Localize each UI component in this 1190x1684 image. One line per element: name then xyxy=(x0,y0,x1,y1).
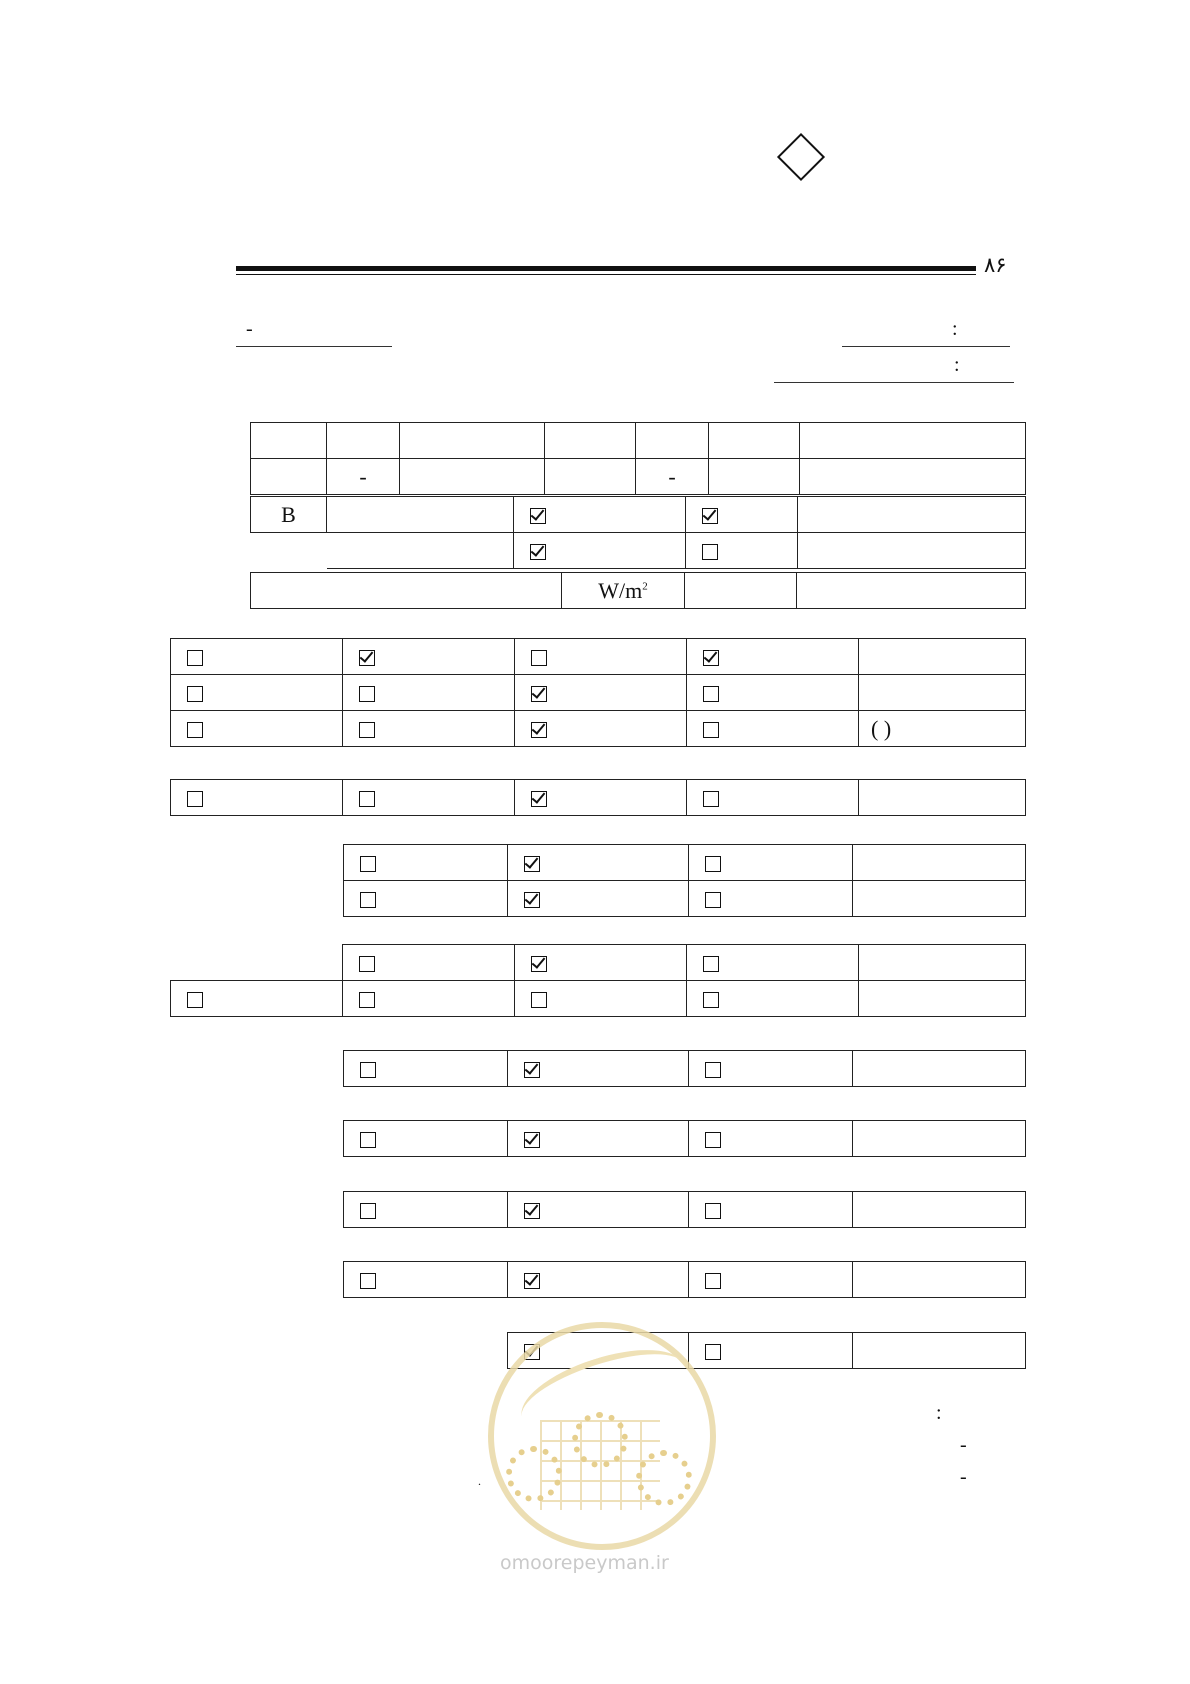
checkbox-cell xyxy=(515,780,687,816)
checkbox-checked[interactable] xyxy=(524,1273,540,1289)
checkbox-unchecked[interactable] xyxy=(531,650,547,666)
class-b-label: B xyxy=(251,497,327,533)
checkbox-checked[interactable] xyxy=(359,650,375,666)
label-cell xyxy=(859,675,1026,711)
notes-dash-2: - xyxy=(960,1466,967,1488)
left-underline xyxy=(236,346,392,347)
checkbox-cell xyxy=(171,639,343,675)
checkbox-cell xyxy=(344,1262,508,1298)
checkbox-checked[interactable] xyxy=(703,650,719,666)
checkbox-checked[interactable] xyxy=(524,1132,540,1148)
checkbox-row xyxy=(171,780,1026,816)
checkbox-table-e xyxy=(343,1050,1026,1087)
checkbox-cell xyxy=(515,639,687,675)
colon-label-2: : xyxy=(954,354,960,376)
checkbox-unchecked[interactable] xyxy=(705,1062,721,1078)
checkbox-checked[interactable] xyxy=(530,544,546,560)
label-cell xyxy=(853,1333,1026,1369)
spec-table xyxy=(250,496,1026,569)
watermark-url: omoorepeyman.ir xyxy=(500,1552,669,1574)
checkbox-row xyxy=(344,881,1026,917)
label-cell xyxy=(853,1192,1026,1228)
gear-icon xyxy=(506,1446,562,1502)
checkbox-cell xyxy=(689,1121,853,1157)
label-cell xyxy=(859,945,1026,981)
energy-table xyxy=(250,572,1026,609)
checkbox-unchecked[interactable] xyxy=(360,892,376,908)
checkbox-checked[interactable] xyxy=(702,508,718,524)
checkbox-unchecked[interactable] xyxy=(705,1203,721,1219)
checkbox-unchecked[interactable] xyxy=(359,791,375,807)
label-cell xyxy=(853,881,1026,917)
checkbox-row xyxy=(344,1051,1026,1087)
checkbox-table-f xyxy=(343,1120,1026,1157)
checkbox-row xyxy=(171,639,1026,675)
checkbox-cell xyxy=(344,1121,508,1157)
checkbox-cell xyxy=(689,1333,853,1369)
checkbox-cell xyxy=(508,1051,689,1087)
checkbox-cell xyxy=(508,845,689,881)
checkbox-unchecked[interactable] xyxy=(705,892,721,908)
header-rule xyxy=(236,266,976,271)
checkbox-cell xyxy=(343,780,515,816)
label-cell xyxy=(859,780,1026,816)
checkbox-unchecked[interactable] xyxy=(360,1203,376,1219)
checkbox-unchecked[interactable] xyxy=(531,992,547,1008)
checkbox-row xyxy=(171,711,1026,747)
colon-label-1: : xyxy=(952,318,958,340)
notes-colon: : xyxy=(936,1402,942,1424)
checkbox-cell xyxy=(687,981,859,1017)
checkbox-cell xyxy=(515,711,687,747)
checkbox-checked[interactable] xyxy=(531,722,547,738)
checkbox-cell xyxy=(687,945,859,981)
notes-dot: . xyxy=(478,1474,481,1488)
checkbox-unchecked[interactable] xyxy=(360,1132,376,1148)
checkbox-cell xyxy=(343,711,515,747)
unit-superscript: 2 xyxy=(642,580,648,593)
label-cell xyxy=(853,845,1026,881)
checkbox-cell xyxy=(689,1262,853,1298)
checkbox-cell xyxy=(343,675,515,711)
checkbox-unchecked[interactable] xyxy=(359,686,375,702)
checkbox-unchecked[interactable] xyxy=(703,722,719,738)
checkbox-cell xyxy=(508,1121,689,1157)
checkbox-checked[interactable] xyxy=(524,856,540,872)
empty-cell xyxy=(171,945,343,981)
checkbox-unchecked[interactable] xyxy=(360,1062,376,1078)
gear-icon xyxy=(636,1450,692,1506)
info-table xyxy=(250,422,1026,495)
checkbox-cell xyxy=(343,981,515,1017)
checkbox-cell xyxy=(689,881,853,917)
checkbox-cell xyxy=(689,1192,853,1228)
checkbox-table-g xyxy=(343,1191,1026,1228)
label-cell xyxy=(853,1051,1026,1087)
checkbox-cell xyxy=(171,675,343,711)
checkbox-cell xyxy=(689,1051,853,1087)
field-underline-1 xyxy=(842,346,1010,347)
checkbox-cell xyxy=(344,881,508,917)
header-rule-thin xyxy=(236,274,976,275)
dash-cell: - xyxy=(327,459,400,495)
field-underline-2 xyxy=(774,382,1014,383)
checkbox-unchecked[interactable] xyxy=(187,791,203,807)
diamond-icon xyxy=(777,133,825,181)
checkbox-cell xyxy=(515,675,687,711)
checkbox-checked[interactable] xyxy=(530,508,546,524)
checkbox-cell xyxy=(171,711,343,747)
checkbox-unchecked[interactable] xyxy=(187,650,203,666)
checkbox-checked[interactable] xyxy=(524,892,540,908)
label-cell xyxy=(859,981,1026,1017)
checkbox-unchecked[interactable] xyxy=(703,791,719,807)
unit-text: W/m xyxy=(598,577,643,603)
checkbox-checked[interactable] xyxy=(531,791,547,807)
label-cell xyxy=(853,1262,1026,1298)
checkbox-checked[interactable] xyxy=(524,1203,540,1219)
checkbox-cell xyxy=(343,945,515,981)
checkbox-row xyxy=(171,981,1026,1017)
checkbox-cell xyxy=(515,945,687,981)
page-number: ۸۶ xyxy=(984,253,1007,277)
checkbox-table-d xyxy=(170,944,1026,1017)
checkbox-cell xyxy=(687,711,859,747)
checkbox-row xyxy=(344,845,1026,881)
checkbox-unchecked[interactable] xyxy=(359,956,375,972)
checkbox-row xyxy=(171,945,1026,981)
checkbox-unchecked[interactable] xyxy=(702,544,718,560)
checkbox-cell xyxy=(344,845,508,881)
checkbox-row xyxy=(344,1192,1026,1228)
checkbox-unchecked[interactable] xyxy=(359,992,375,1008)
checkbox-cell xyxy=(689,845,853,881)
checkbox-checked[interactable] xyxy=(524,1062,540,1078)
checkbox-table-h xyxy=(343,1261,1026,1298)
gear-icon xyxy=(572,1412,628,1468)
checkbox-table-b xyxy=(170,779,1026,816)
checkbox-row xyxy=(344,1262,1026,1298)
checkbox-unchecked[interactable] xyxy=(705,1344,721,1360)
checkbox-unchecked[interactable] xyxy=(360,1273,376,1289)
label-cell xyxy=(853,1121,1026,1157)
checkbox-unchecked[interactable] xyxy=(705,856,721,872)
checkbox-unchecked[interactable] xyxy=(705,1132,721,1148)
checkbox-cell xyxy=(515,981,687,1017)
checkbox-cell xyxy=(508,1192,689,1228)
checkbox-row xyxy=(344,1121,1026,1157)
unit-label xyxy=(562,573,685,609)
checkbox-cell xyxy=(344,1192,508,1228)
checkbox-cell xyxy=(508,1262,689,1298)
checkbox-table-c xyxy=(343,844,1026,917)
checkbox-unchecked[interactable] xyxy=(187,992,203,1008)
top-dash: - xyxy=(246,318,253,340)
checkbox-cell xyxy=(171,981,343,1017)
checkbox-row xyxy=(171,675,1026,711)
label-cell xyxy=(859,639,1026,675)
checkbox-unchecked[interactable] xyxy=(703,686,719,702)
checkbox-cell xyxy=(508,881,689,917)
checkbox-table-a xyxy=(170,638,1026,747)
checkbox-unchecked[interactable] xyxy=(360,856,376,872)
checkbox-unchecked[interactable] xyxy=(187,686,203,702)
checkbox-unchecked[interactable] xyxy=(187,722,203,738)
label-cell: ( ) xyxy=(859,711,1026,747)
dash-cell: - xyxy=(636,459,709,495)
checkbox-unchecked[interactable] xyxy=(359,722,375,738)
checkbox-cell xyxy=(687,675,859,711)
checkbox-cell xyxy=(687,639,859,675)
checkbox-unchecked[interactable] xyxy=(703,992,719,1008)
checkbox-cell xyxy=(343,639,515,675)
checkbox-cell xyxy=(687,780,859,816)
checkbox-unchecked[interactable] xyxy=(703,956,719,972)
checkbox-checked[interactable] xyxy=(531,956,547,972)
checkbox-checked[interactable] xyxy=(531,686,547,702)
checkbox-cell xyxy=(344,1051,508,1087)
checkbox-cell xyxy=(171,780,343,816)
checkbox-unchecked[interactable] xyxy=(705,1273,721,1289)
notes-dash-1: - xyxy=(960,1434,967,1456)
